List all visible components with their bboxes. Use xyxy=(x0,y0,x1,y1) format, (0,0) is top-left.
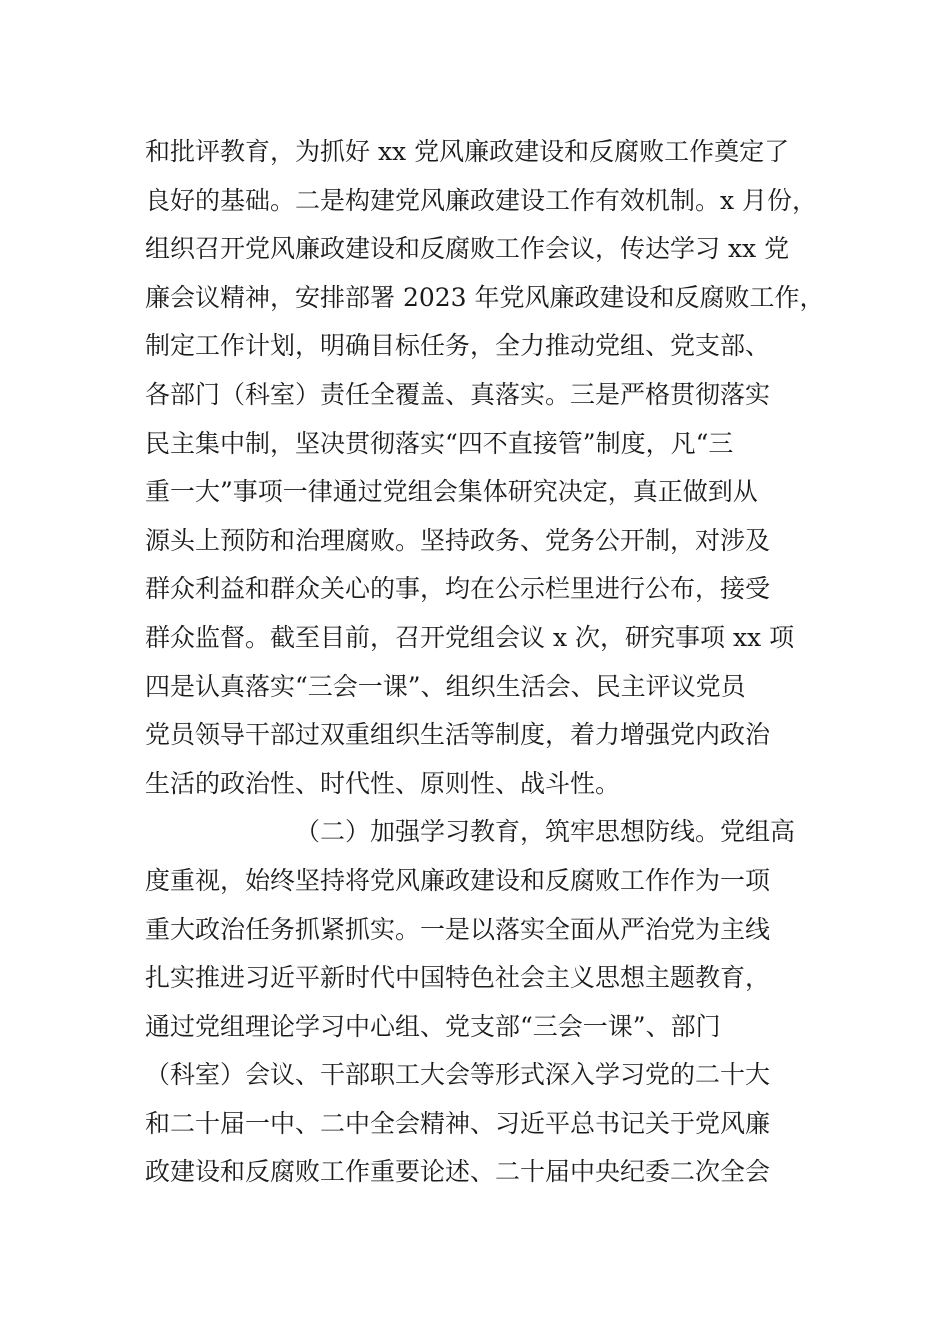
text-line: 政建设和反腐败工作重要论述、二十届中央纪委二次全会 xyxy=(145,1157,771,1187)
text-line: 党员领导干部过双重组织生活等制度，着力增强党内政治 xyxy=(145,720,771,750)
text-line: 组织召开党风廉政建设和反腐败工作会议，传达学习 xx 党 xyxy=(145,234,790,264)
text-line: 制定工作计划，明确目标任务，全力推动党组、党支部、 xyxy=(145,331,771,361)
text-line: 四是认真落实“三会一课”、组织生活会、民主评议党员 xyxy=(145,671,746,701)
text-line: 重一大”事项一律通过党组会集体研究决定，真正做到从 xyxy=(145,477,758,507)
text-line: 度重视，始终坚持将党风廉政建设和反腐败工作作为一项 xyxy=(145,865,771,895)
paragraph-1 xyxy=(145,128,835,808)
text-line: 和批评教育，为抓好 xx 党风廉政建设和反腐败工作奠定了 xyxy=(145,137,790,166)
text-line: 重大政治任务抓紧抓实。一是以落实全面从严治党为主线 xyxy=(145,914,771,944)
text-line: 通过党组理论学习中心组、党支部“三会一课”、部门 xyxy=(145,1011,721,1041)
text-line: 和二十届一中、二中全会精神、习近平总书记关于党风廉 xyxy=(145,1108,771,1138)
text-line: 群众利益和群众关心的事，均在公示栏里进行公布，接受 xyxy=(145,574,771,604)
text-line: 群众监督。截至目前，召开党组会议 x 次，研究事项 xx 项 xyxy=(145,622,795,652)
document-body xyxy=(145,128,835,1197)
text-line: 良好的基础。二是构建党风廉政建设工作有效机制。x 月份， xyxy=(145,185,818,215)
section-heading-line: （二）加强学习教育，筑牢思想防线。党组高 xyxy=(295,817,796,847)
text-line: 民主集中制，坚决贯彻落实“四不直接管”制度，凡“三 xyxy=(145,428,734,458)
text-line: （科室）会议、干部职工大会等形式深入学习党的二十大 xyxy=(145,1060,771,1090)
text-line: 廉会议精神，安排部署 2023 年党风廉政建设和反腐败工作， xyxy=(145,282,825,312)
paragraph-2 xyxy=(145,808,835,1197)
text-line: 源头上预防和治理腐败。坚持政务、党务公开制，对涉及 xyxy=(145,525,771,555)
text-line: 扎实推进习近平新时代中国特色社会主义思想主题教育， xyxy=(145,963,771,993)
text-line: 各部门（科室）责任全覆盖、真落实。三是严格贯彻落实 xyxy=(145,379,771,409)
text-line: 生活的政治性、时代性、原则性、战斗性。 xyxy=(145,768,621,798)
